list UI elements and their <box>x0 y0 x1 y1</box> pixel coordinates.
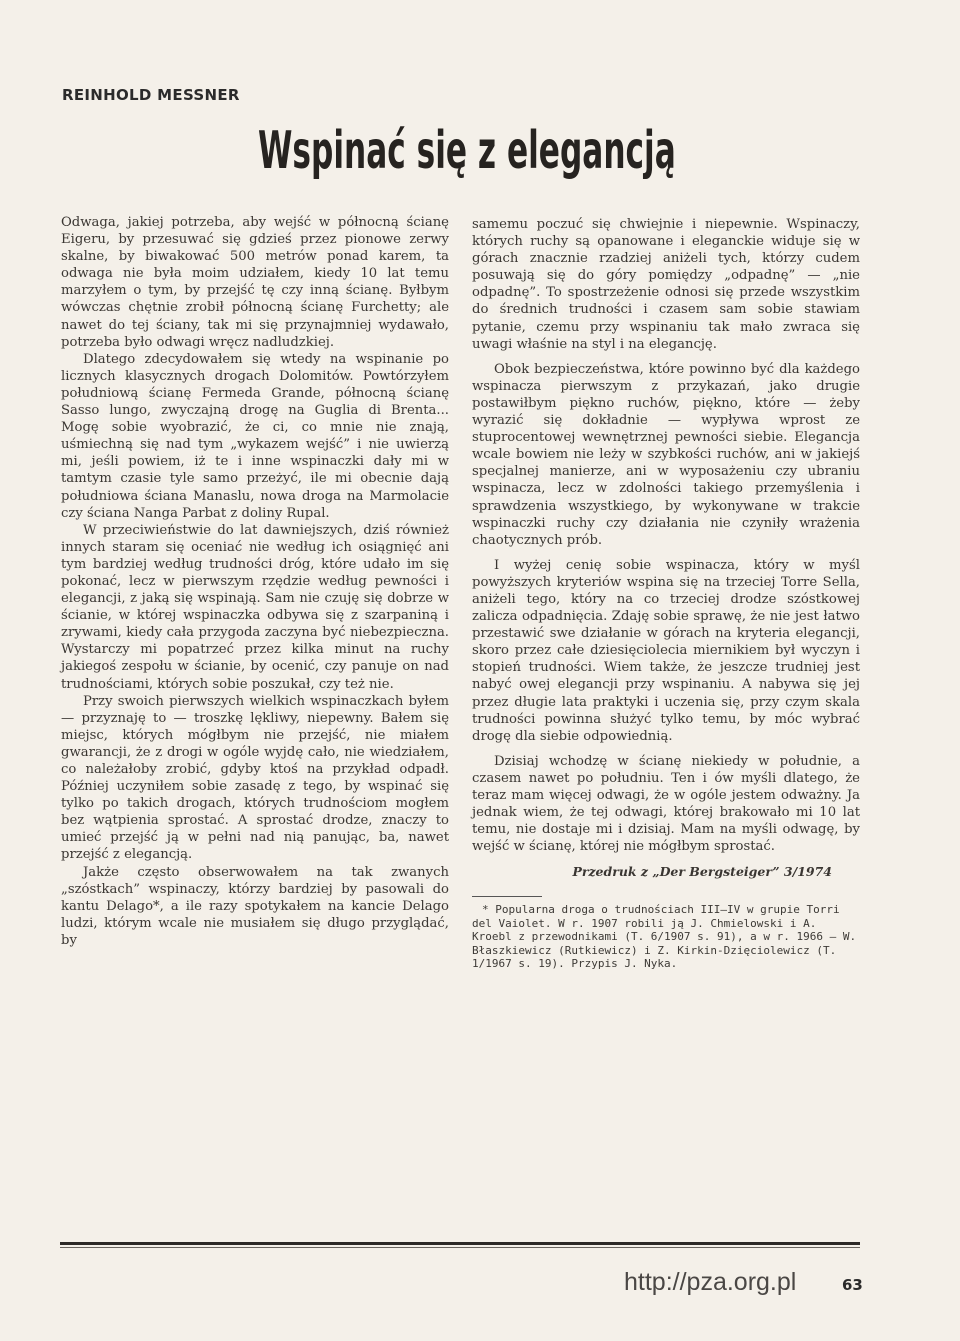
right-column <box>472 216 860 971</box>
paragraph: Przy swoich pierwszych wielkich wspinaczkach byłem — przyznaję to — troszkę lękliwy, niepewny. Bałem się miejsc, których mógłbym nie przejść, nie miałem gwarancji, że z drogi w ogóle wyjdę cało, nie wiedziałem, co należałoby zrobić, gdyby ktoś na przykład odpadł. Później uczyniłem sobie zasadę z tego, by wspinać się tylko po takich drogach, których trudnościom mogłem bez wątpienia sprostać. A sprostać drodze, znaczy to umieć przejść ją w pełni nad nią panując, ba, nawet przejść z elegancją. <box>61 693 449 863</box>
paragraph: Odwaga, jakiej potrzeba, aby wejść w północną ścianę Eigeru, by przesuwać się gdzieś przez pionowe zerwy skalne, by biwakować 500 metrów ponad karem, ta odwaga nie była moim udziałem, kiedy 10 lat temu marzyłem o tym, by przejść tę czy inną ścianę. Byłbym wówczas chętnie zrobił północną ścianę Furchetty; ale nawet do tej ściany, tak mi się przynajmniej wydawało, potrzeba było odwagi wręcz nadludzkiej. <box>61 215 449 350</box>
paragraph: Dlatego zdecydowałem się wtedy na wspinanie po licznych klasycznych drogach Dolomitów. Powtórzyłem południową ścianę Fermeda Grande, północną ścianę Sasso lungo, zwyczajną drogę na Guglia di Brenta... Mogę sobie wyobrazić, że ci, co mnie nie znają, uśmiechną się nad tym „wykazem wejść” i nie uwierzą mi, jeśli powiem, iż te i inne wspinaczki dały mi w tamtym czasie tyle samo przeżyć, ile mi obecnie dają południowa ściana Manaslu, nowa droga na Marmolacie czy ściana Nanga Parbat z doliny Rupal. <box>61 351 449 521</box>
paragraph: Jakże często obserwowałem na tak zwanych „szóstkach” wspinaczy, którzy bardziej by pasowali do kantu Delago*, a ile razy spotykałem na kancie Delago ludzi, którym wcale nie musiałem się długo przyglądać, by <box>61 864 449 948</box>
footnote: * Popularna droga o trudnościach III—IV w grupie Torri del Vaiolet. W r. 1907 robili ją J. Chmielowski i A. Kroebl z przewodnikami (T. 6/1907 s. 91), a w r. 1966 — W. Błaszkiewicz (Rutkiewicz) i Z. Kirkin-Dzięciolewicz (T. 1/1967 s. 19). Przypis J. Nyka. <box>472 903 857 971</box>
page-number: 63 <box>842 1276 863 1294</box>
bottom-divider <box>60 1242 860 1245</box>
article-title: Wspinać się z elegancją <box>258 121 676 181</box>
paragraph: I wyżej cenię sobie wspinacza, który w myśl powyższych kryteriów wspina się na trzeciej Torre Sella, aniżeli tego, który na co trzeciej drodze szóstkowej zalicza odpadnięcia. Zdaję sobie sprawę, że nie jest łatwo przestawić swe działanie w górach na kryteria elegancji, skoro przez całe dziesięciolecia miernikiem był wyczyn i stopień trudności. Wiem także, że jeszcze trudniej jest nabyć owej elegancji przy wspinaniu. A nabywa się jej przez długie lata praktyki i uczenia się, przy czym skala trudności powinna służyć tylko temu, by móc wybrać drogę dla siebie odpowiednią. <box>472 557 860 744</box>
paragraph: Obok bezpieczeństwa, które powinno być dla każdego wspinacza pierwszym z przykazań, jako drugie postawiłbym piękno ruchów, piękno, które — żeby wyrazić się dokładnie — wypływa wprost ze stuprocentowej wewnętrznej pewności siebie. Elegancja wcale bowiem nie leży w szybkości ruchów, ani w jakiejś specjalnej manierze, ani w wyposażeniu czy ubraniu wspinacza, lecz w zdolności takiego przemyślenia i sprawdzenia wszystkiego, by wykonywane w trakcie wspinaczki ruchy czy działania nie czyniły wrażenia chaotycznych prób. <box>472 361 860 548</box>
paragraph: samemu poczuć się chwiejnie i niepewnie. Wspinaczy, których ruchy są opanowane i eleganckie widuje się w górach znacznie rzadziej aniżeli tych, którzy cudem posuwają się do góry pomiędzy „odpadnę” — „nie odpadnę”. To spostrzeżenie odnosi się przede wszystkim do średnich trudności i czasem sam sobie stawiam pytanie, czemu przy wspinaniu tak mało zwraca się uwagi właśnie na styl i na elegancję. <box>472 217 860 352</box>
paragraph: W przeciwieństwie do lat dawniejszych, dziś również innych staram się oceniać nie według ich osiągnięć ani tym bardziej według trudności dróg, które udało im się pokonać, lecz w pierwszym rzędzie według pewności i elegancji, z jaką się wspinają. Sam nie czuję się dobrze w ścianie, w której wspinaczka odbywa się z szarpaniną i zrywami, kiedy cała przygoda zaczyna być niebezpieczna. Wystarczy mi popatrzeć przez kilka minut na ruchy jakiegoś zespołu w ścianie, by ocenić, czy panuje on nad trudnościami, których sobie poszukał, czy też nie. <box>61 522 449 692</box>
left-column <box>61 214 449 949</box>
citation: Przedruk z „Der Bergsteiger” 3/1974 <box>572 864 832 880</box>
author-name: REINHOLD MESSNER <box>62 86 240 104</box>
footnote-divider <box>472 896 542 897</box>
paragraph: Dzisiaj wchodzę w ścianę niekiedy w południe, a czasem nawet po południu. Ten i ów myśli dlatego, że teraz mam więcej odwagi, że w ogóle jestem odważny. Ja jednak wiem, że tej odwagi, której brakowało mi 10 lat temu, nie dostaje mi i dzisiaj. Mam na myśli odwagę, by wejść w ścianę, której nie mógłbym sprostać. <box>472 753 860 855</box>
source-url: http://pza.org.pl <box>624 1268 797 1296</box>
